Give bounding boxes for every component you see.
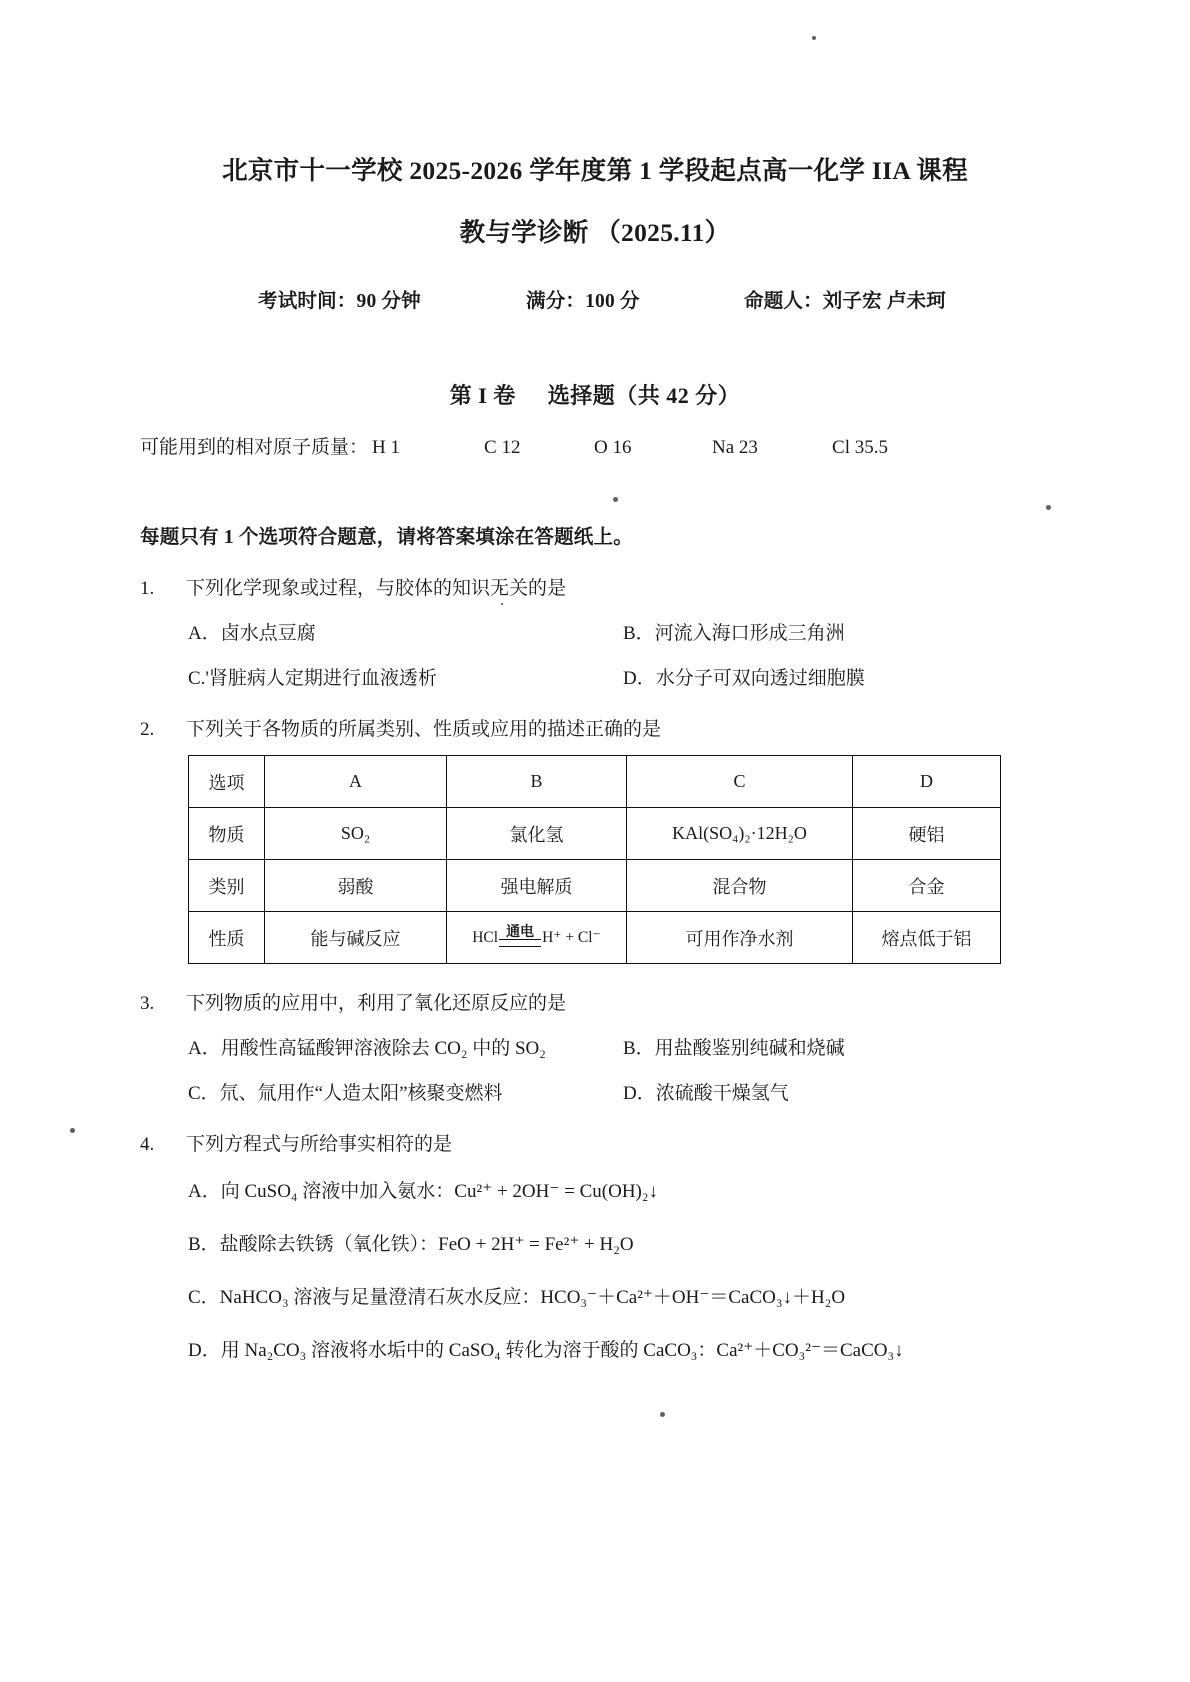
table-row: [189, 756, 1001, 808]
question-3-number: 3.: [140, 993, 155, 1014]
question-4-number: 4.: [140, 1134, 155, 1155]
table-row: [189, 808, 1001, 860]
atomic-mass-label: 可能用到的相对原子质量：: [140, 437, 369, 458]
table-rowhead-property: 性质: [189, 912, 265, 964]
title-line-2: 教与学诊断 （2025.11）: [459, 217, 731, 247]
table-cell-category-d: 合金: [853, 860, 1001, 912]
table-cell-option-c: C: [627, 756, 853, 808]
question-1: [140, 573, 1050, 600]
atomic-mass-h: H 1: [372, 437, 400, 458]
question-4-option-d[interactable]: D．用 Na₂CO₃ 溶液将水垢中的 CaSO₄ 转化为溶于酸的 CaCO₃：Ca²⁺＋CO₃²⁻＝CaCO₃↓: [188, 1340, 904, 1361]
scan-speck: [660, 1412, 665, 1417]
atomic-mass-c: C 12: [484, 437, 521, 458]
question-1-stem-after: 的是: [528, 578, 567, 599]
equal-bars: [499, 939, 541, 947]
atomic-mass-o: O 16: [594, 437, 632, 458]
table-row: [189, 860, 1001, 912]
table-rowhead-substance: 物质: [189, 808, 265, 860]
question-3-option-a[interactable]: A．用酸性高锰酸钾溶液除去 CO₂ 中的 SO₂: [188, 1038, 546, 1059]
question-1-stem-before: 下列化学现象或过程，与胶体的知识: [186, 578, 491, 599]
question-3-option-b[interactable]: B．用盐酸鉴别纯碱和烧碱: [623, 1038, 845, 1059]
question-3-stem: 下列物质的应用中，利用了氧化还原反应的是: [186, 993, 567, 1014]
question-3-options: [140, 1033, 1050, 1105]
table-row: [189, 912, 1001, 964]
electrolysis-equation: [451, 927, 622, 948]
question-2: [140, 714, 1050, 741]
question-1-option-c[interactable]: C.'肾脏病人定期进行血液透析: [188, 668, 437, 689]
question-1-option-a[interactable]: A．卤水点豆腐: [188, 623, 316, 644]
question-1-option-row-ab: [188, 618, 1050, 645]
table-rowhead-category: 类别: [189, 860, 265, 912]
table-cell-substance-a: SO₂: [265, 808, 447, 860]
atomic-mass-na: Na 23: [712, 437, 758, 458]
question-1-options: [140, 618, 1050, 690]
exam-duration: 考试时间：90 分钟: [258, 291, 421, 312]
table-cell-property-b: [447, 912, 627, 964]
page-title: [140, 158, 1050, 245]
table-cell-substance-c: KAl(SO₄)₂·12H₂O: [627, 808, 853, 860]
question-3: [140, 988, 1050, 1015]
question-4-option-b[interactable]: B．盐酸除去铁锈（氧化铁）：FeO + 2H⁺ = Fe²⁺ + H₂O: [188, 1234, 634, 1255]
question-1-option-d[interactable]: D．水分子可双向透过细胞膜: [623, 668, 865, 689]
question-3-option-d[interactable]: D．浓硫酸干燥氢气: [623, 1083, 789, 1104]
exam-full-marks: 满分：100 分: [526, 291, 640, 312]
table-rowhead-option: 选项: [189, 756, 265, 808]
atomic-mass-cl: Cl 35.5: [832, 437, 888, 458]
exam-meta-row: [140, 285, 1050, 313]
answer-instruction: 每题只有 1 个选项符合题意，请将答案填涂在答题纸上。: [140, 527, 633, 548]
question-1-stem-emphasis: 无关 · ·: [490, 573, 528, 600]
question-3-option-row-cd: [188, 1078, 1050, 1105]
question-4-options: [140, 1176, 1050, 1362]
question-4-option-a[interactable]: A．向 CuSO₄ 溶液中加入氨水：Cu²⁺ + 2OH⁻ = Cu(OH)₂↓: [188, 1181, 659, 1202]
question-2-number: 2.: [140, 719, 155, 740]
question-4-option-c[interactable]: C．NaHCO₃ 溶液与足量澄清石灰水反应：HCO₃⁻＋Ca²⁺＋OH⁻＝CaCO₃↓＋H₂O: [188, 1287, 846, 1308]
table-cell-substance-d: 硬铝: [853, 808, 1001, 860]
equation-right: H⁺ + Cl⁻: [542, 929, 601, 946]
question-4: [140, 1129, 1050, 1156]
electrolysis-arrow-icon: [499, 926, 541, 947]
question-1-option-b[interactable]: B．河流入海口形成三角洲: [623, 623, 845, 644]
atomic-mass-line: [140, 432, 1050, 459]
table-cell-category-a: 弱酸: [265, 860, 447, 912]
question-1-stem: [186, 573, 1050, 600]
electrolysis-arrow-label: 通电: [506, 925, 535, 940]
question-1-option-row-cd: [188, 663, 1050, 690]
section-header-type: 选择题（共 42 分）: [547, 383, 741, 408]
table-cell-property-a: 能与碱反应: [265, 912, 447, 964]
title-line-1: 北京市十一学校 2025-2026 学年度第 1 学段起点高一化学 IIA 课程: [222, 156, 968, 185]
question-2-stem: 下列关于各物质的所属类别、性质或应用的描述正确的是: [186, 719, 662, 740]
section-header-volume: 第 I 卷: [449, 383, 516, 408]
question-3-option-c[interactable]: C．氘、氚用作“人造太阳”核聚变燃料: [188, 1083, 503, 1104]
question-3-option-row-ab: [188, 1033, 1050, 1060]
exam-authors: 命题人：刘子宏 卢未珂: [744, 291, 947, 312]
section-header: [140, 379, 1050, 410]
table-cell-category-b: 强电解质: [447, 860, 627, 912]
equation-left: HCl: [472, 928, 499, 946]
table-cell-substance-b: 氯化氢: [447, 808, 627, 860]
table-cell-property-c: 可用作净水剂: [627, 912, 853, 964]
table-cell-option-d: D: [853, 756, 1001, 808]
table-cell-property-d: 熔点低于铝: [853, 912, 1001, 964]
table-cell-option-a: A: [265, 756, 447, 808]
table-cell-category-c: 混合物: [627, 860, 853, 912]
question-1-number: 1.: [140, 578, 155, 599]
scan-speck: [70, 1128, 75, 1133]
table-cell-option-b: B: [447, 756, 627, 808]
question-2-table: [188, 755, 1001, 964]
question-4-stem: 下列方程式与所给事实相符的是: [186, 1134, 453, 1155]
